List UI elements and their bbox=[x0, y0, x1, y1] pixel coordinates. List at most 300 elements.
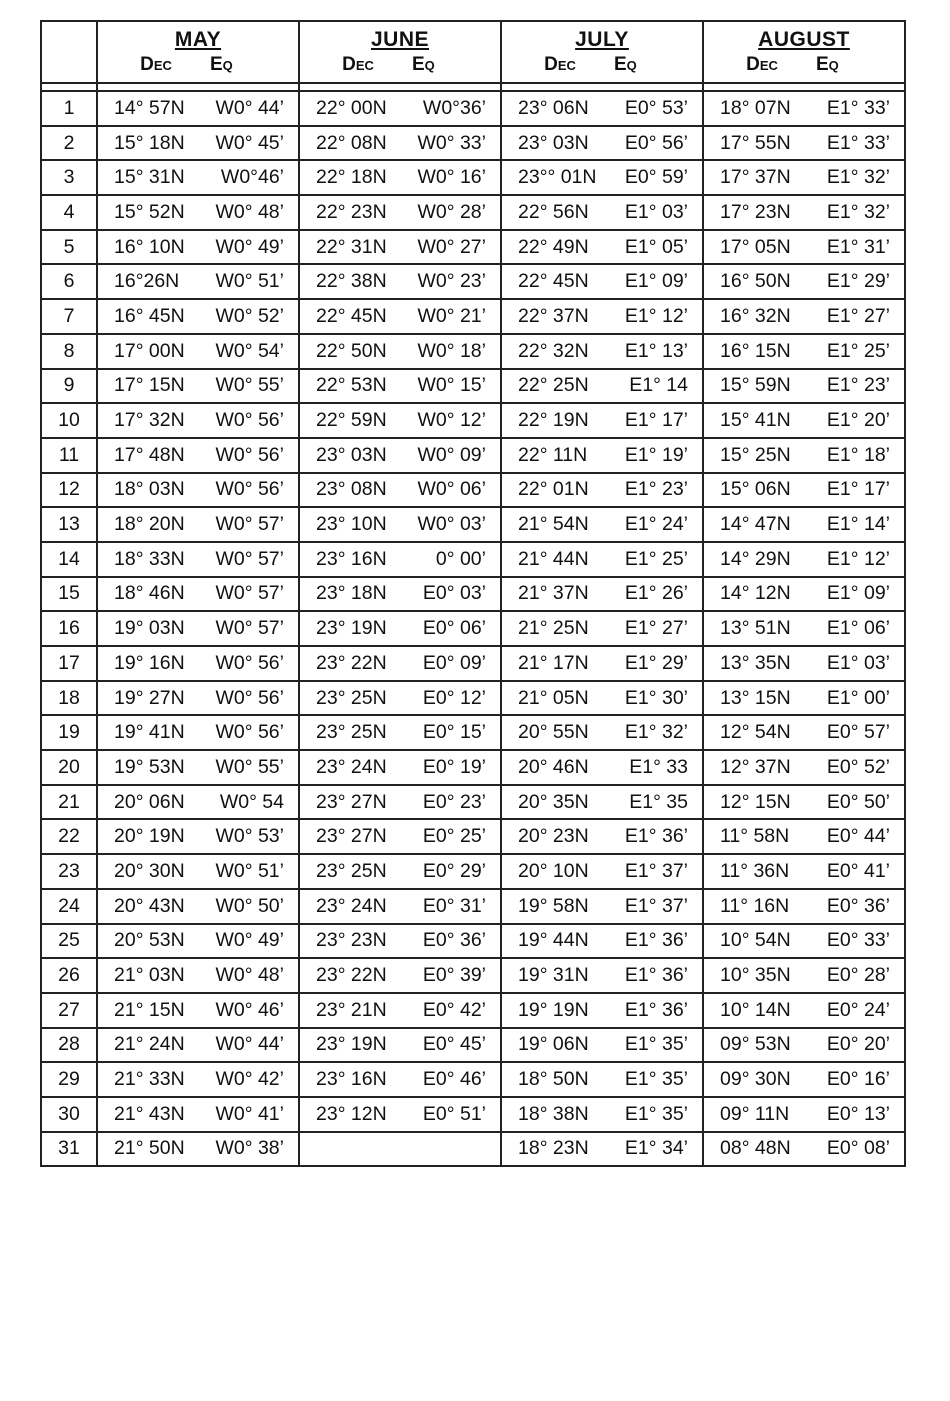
table-row bbox=[41, 507, 905, 542]
month-cell bbox=[299, 750, 501, 785]
month-cell bbox=[299, 542, 501, 577]
month-cell bbox=[97, 126, 299, 161]
table-row bbox=[41, 1132, 905, 1167]
equation-of-time-value: E1° 27’ bbox=[826, 304, 890, 327]
equation-of-time-value: E1° 27’ bbox=[624, 617, 688, 640]
equation-of-time-value: W0° 56’ bbox=[215, 443, 284, 466]
declination-value: 20° 55N bbox=[518, 721, 589, 744]
declination-value: 15° 06N bbox=[720, 478, 791, 501]
declination-value: 15° 52N bbox=[114, 200, 185, 223]
equation-of-time-value: E0° 33’ bbox=[826, 929, 890, 952]
equation-of-time-value: E0° 20’ bbox=[826, 1033, 890, 1056]
declination-value: 20° 43N bbox=[114, 894, 185, 917]
declination-value: 17° 37N bbox=[720, 166, 791, 189]
declination-value: 16°26N bbox=[114, 270, 180, 293]
equation-of-time-value: W0° 42’ bbox=[215, 1068, 284, 1091]
dec-label: Dec bbox=[544, 54, 576, 75]
equation-of-time-value: E1° 37’ bbox=[624, 859, 688, 882]
month-cell bbox=[97, 924, 299, 959]
month-cell bbox=[97, 646, 299, 681]
declination-value: 17° 48N bbox=[114, 443, 185, 466]
equation-of-time-value: E0° 56’ bbox=[624, 131, 688, 154]
equation-of-time-value: E1° 29’ bbox=[624, 651, 688, 674]
month-cell bbox=[97, 715, 299, 750]
table-row bbox=[41, 1028, 905, 1063]
declination-value: 17° 55N bbox=[720, 131, 791, 154]
month-cell bbox=[703, 924, 905, 959]
equation-of-time-value: E0° 39’ bbox=[422, 964, 486, 987]
day-number: 16 bbox=[41, 611, 97, 646]
declination-value: 09° 11N bbox=[720, 1102, 790, 1125]
equation-of-time-value: E0° 28’ bbox=[826, 964, 890, 987]
equation-of-time-value: E1° 31’ bbox=[826, 235, 890, 258]
month-cell bbox=[501, 577, 703, 612]
equation-of-time-value: W0° 57’ bbox=[215, 582, 284, 605]
month-cell bbox=[299, 1097, 501, 1132]
month-header-june bbox=[299, 21, 501, 83]
declination-value: 22° 19N bbox=[518, 409, 589, 432]
declination-value: 13° 35N bbox=[720, 651, 791, 674]
equation-of-time-value: 0° 00’ bbox=[435, 547, 486, 570]
equation-of-time-value: W0° 57’ bbox=[215, 617, 284, 640]
month-cell bbox=[703, 334, 905, 369]
declination-value: 19° 41N bbox=[114, 721, 185, 744]
eq-label: Eq bbox=[210, 54, 233, 75]
day-number: 23 bbox=[41, 854, 97, 889]
equation-of-time-value: E1° 30’ bbox=[624, 686, 688, 709]
declination-value: 20° 06N bbox=[114, 790, 185, 813]
declination-value: 14° 12N bbox=[720, 582, 791, 605]
month-cell bbox=[703, 958, 905, 993]
declination-value: 22° 08N bbox=[316, 131, 387, 154]
declination-value: 22° 01N bbox=[518, 478, 589, 501]
month-cell bbox=[501, 1028, 703, 1063]
day-number: 13 bbox=[41, 507, 97, 542]
declination-value: 21° 44N bbox=[518, 547, 589, 570]
equation-of-time-value: E1° 00’ bbox=[826, 686, 890, 709]
declination-value: 20° 19N bbox=[114, 825, 185, 848]
declination-value: 21° 50N bbox=[114, 1137, 185, 1160]
declination-value: 15° 18N bbox=[114, 131, 185, 154]
month-cell bbox=[703, 473, 905, 508]
month-cell bbox=[299, 91, 501, 126]
declination-value: 23° 19N bbox=[316, 1033, 387, 1056]
month-cell bbox=[501, 438, 703, 473]
equation-of-time-value: W0°46’ bbox=[220, 166, 284, 189]
declination-value: 11° 36N bbox=[720, 859, 790, 882]
declination-value: 23° 19N bbox=[316, 617, 387, 640]
declination-value: 18° 03N bbox=[114, 478, 185, 501]
month-cell bbox=[299, 993, 501, 1028]
table-row bbox=[41, 438, 905, 473]
month-cell bbox=[97, 91, 299, 126]
declination-value: 17° 32N bbox=[114, 409, 185, 432]
month-cell bbox=[501, 715, 703, 750]
day-number: 24 bbox=[41, 889, 97, 924]
equation-of-time-value: W0° 28’ bbox=[417, 200, 486, 223]
month-cell bbox=[97, 577, 299, 612]
month-cell bbox=[299, 126, 501, 161]
declination-value: 23° 12N bbox=[316, 1102, 387, 1125]
month-cell bbox=[501, 1132, 703, 1167]
day-number: 27 bbox=[41, 993, 97, 1028]
declination-value: 21° 54N bbox=[518, 513, 589, 536]
month-cell bbox=[299, 473, 501, 508]
month-cell bbox=[703, 542, 905, 577]
month-cell bbox=[703, 1028, 905, 1063]
equation-of-time-value: E0° 23’ bbox=[422, 790, 486, 813]
declination-value: 18° 07N bbox=[720, 96, 791, 119]
equation-of-time-value: E1° 12’ bbox=[826, 547, 890, 570]
month-cell bbox=[703, 889, 905, 924]
declination-value: 23° 22N bbox=[316, 651, 387, 674]
table-row bbox=[41, 403, 905, 438]
declination-value: 23°° 01N bbox=[518, 166, 597, 189]
month-header-august bbox=[703, 21, 905, 83]
equation-of-time-value: W0° 56’ bbox=[215, 686, 284, 709]
table-row bbox=[41, 230, 905, 265]
declination-value: 21° 17N bbox=[518, 651, 589, 674]
month-cell bbox=[703, 577, 905, 612]
declination-value: 14° 47N bbox=[720, 513, 791, 536]
equation-of-time-value: W0° 51’ bbox=[215, 859, 284, 882]
declination-value: 22° 49N bbox=[518, 235, 589, 258]
declination-value: 22° 38N bbox=[316, 270, 387, 293]
equation-of-time-value: W0° 44’ bbox=[215, 1033, 284, 1056]
day-number: 31 bbox=[41, 1132, 97, 1167]
declination-value: 23° 25N bbox=[316, 721, 387, 744]
equation-of-time-value: E0° 25’ bbox=[422, 825, 486, 848]
declination-value: 19° 44N bbox=[518, 929, 589, 952]
equation-of-time-value: E1° 36’ bbox=[624, 964, 688, 987]
month-header-july bbox=[501, 21, 703, 83]
equation-of-time-value: E1° 37’ bbox=[624, 894, 688, 917]
declination-value: 22° 23N bbox=[316, 200, 387, 223]
month-cell bbox=[299, 264, 501, 299]
equation-of-time-value: E1° 03’ bbox=[826, 651, 890, 674]
declination-value: 23° 23N bbox=[316, 929, 387, 952]
month-cell bbox=[501, 611, 703, 646]
equation-of-time-value: W0° 12’ bbox=[417, 409, 486, 432]
equation-of-time-value: W0° 52’ bbox=[215, 304, 284, 327]
declination-value: 21° 33N bbox=[114, 1068, 185, 1091]
equation-of-time-value: E0° 42’ bbox=[422, 998, 486, 1021]
table-row bbox=[41, 91, 905, 126]
declination-value: 17° 23N bbox=[720, 200, 791, 223]
equation-of-time-value: E0° 45’ bbox=[422, 1033, 486, 1056]
declination-value: 09° 53N bbox=[720, 1033, 791, 1056]
equation-of-time-value: W0° 38’ bbox=[215, 1137, 284, 1160]
month-cell bbox=[97, 473, 299, 508]
day-number: 11 bbox=[41, 438, 97, 473]
declination-value: 13° 51N bbox=[720, 617, 791, 640]
equation-of-time-value: E1° 36’ bbox=[624, 825, 688, 848]
month-cell bbox=[703, 299, 905, 334]
month-cell bbox=[299, 819, 501, 854]
header-gap-row bbox=[41, 83, 905, 91]
declination-value: 14° 57N bbox=[114, 96, 185, 119]
month-cell bbox=[703, 611, 905, 646]
month-cell bbox=[97, 750, 299, 785]
month-name: AUGUST bbox=[758, 28, 850, 51]
month-cell bbox=[501, 889, 703, 924]
table-row bbox=[41, 1062, 905, 1097]
month-cell bbox=[501, 646, 703, 681]
declination-value: 10° 54N bbox=[720, 929, 791, 952]
equation-of-time-value: W0° 57’ bbox=[215, 547, 284, 570]
equation-of-time-value: E0° 31’ bbox=[422, 894, 486, 917]
declination-value: 18° 46N bbox=[114, 582, 185, 605]
equation-of-time-value: E1° 03’ bbox=[624, 200, 688, 223]
declination-value: 23° 16N bbox=[316, 547, 387, 570]
equation-of-time-value: W0° 15’ bbox=[417, 374, 486, 397]
equation-of-time-value: W0° 23’ bbox=[417, 270, 486, 293]
declination-value: 23° 06N bbox=[518, 96, 589, 119]
month-cell bbox=[299, 611, 501, 646]
table-row bbox=[41, 369, 905, 404]
equation-of-time-value: E1° 17’ bbox=[826, 478, 890, 501]
declination-value: 12° 15N bbox=[720, 790, 791, 813]
equation-of-time-value: E0° 44’ bbox=[826, 825, 890, 848]
equation-of-time-value: E0° 15’ bbox=[422, 721, 486, 744]
declination-value: 22° 59N bbox=[316, 409, 387, 432]
table-row bbox=[41, 785, 905, 820]
equation-of-time-value: E1° 36’ bbox=[624, 998, 688, 1021]
month-cell bbox=[97, 299, 299, 334]
table-row bbox=[41, 126, 905, 161]
equation-of-time-value: W0° 03’ bbox=[417, 513, 486, 536]
equation-of-time-value: E1° 33’ bbox=[826, 96, 890, 119]
day-number: 18 bbox=[41, 681, 97, 716]
month-cell bbox=[299, 577, 501, 612]
equation-of-time-value: W0° 54 bbox=[219, 790, 284, 813]
declination-value: 22° 00N bbox=[316, 96, 387, 119]
month-cell bbox=[97, 1097, 299, 1132]
month-cell bbox=[97, 611, 299, 646]
declination-value: 23° 18N bbox=[316, 582, 387, 605]
declination-value: 15° 25N bbox=[720, 443, 791, 466]
equation-of-time-value: E1° 35 bbox=[629, 790, 688, 813]
declination-value: 21° 24N bbox=[114, 1033, 185, 1056]
month-cell bbox=[501, 264, 703, 299]
eq-label: Eq bbox=[816, 54, 839, 75]
equation-of-time-value: W0° 09’ bbox=[417, 443, 486, 466]
declination-value: 23° 22N bbox=[316, 964, 387, 987]
equation-of-time-value: W0° 51’ bbox=[215, 270, 284, 293]
equation-of-time-value: E1° 17’ bbox=[624, 409, 688, 432]
table-row bbox=[41, 819, 905, 854]
day-number: 3 bbox=[41, 160, 97, 195]
month-cell bbox=[501, 334, 703, 369]
day-number: 25 bbox=[41, 924, 97, 959]
declination-value: 18° 33N bbox=[114, 547, 185, 570]
declination-value: 19° 27N bbox=[114, 686, 185, 709]
equation-of-time-value: E0° 24’ bbox=[826, 998, 890, 1021]
month-cell bbox=[501, 299, 703, 334]
equation-of-time-value: E0° 46’ bbox=[422, 1068, 486, 1091]
month-cell bbox=[299, 438, 501, 473]
equation-of-time-value: E0° 36’ bbox=[826, 894, 890, 917]
equation-of-time-value: E1° 14 bbox=[629, 374, 688, 397]
declination-value: 18° 50N bbox=[518, 1068, 589, 1091]
equation-of-time-value: E1° 35’ bbox=[624, 1033, 688, 1056]
equation-of-time-value: W0° 45’ bbox=[215, 131, 284, 154]
month-cell bbox=[97, 1132, 299, 1167]
equation-of-time-value: E1° 20’ bbox=[826, 409, 890, 432]
month-cell bbox=[703, 993, 905, 1028]
day-number: 12 bbox=[41, 473, 97, 508]
declination-value: 22° 32N bbox=[518, 339, 589, 362]
month-cell bbox=[501, 403, 703, 438]
month-cell bbox=[299, 1132, 501, 1167]
month-cell bbox=[299, 1028, 501, 1063]
declination-value: 23° 21N bbox=[316, 998, 387, 1021]
equation-of-time-value: E1° 14’ bbox=[826, 513, 890, 536]
declination-value: 22° 31N bbox=[316, 235, 387, 258]
declination-value: 22° 25N bbox=[518, 374, 589, 397]
equation-of-time-value: E1° 18’ bbox=[826, 443, 890, 466]
declination-value: 22° 11N bbox=[518, 443, 588, 466]
month-cell bbox=[97, 819, 299, 854]
equation-of-time-value: W0° 21’ bbox=[417, 304, 486, 327]
declination-value: 23° 27N bbox=[316, 825, 387, 848]
declination-equation-table bbox=[40, 20, 906, 1167]
month-cell bbox=[703, 750, 905, 785]
dec-label: Dec bbox=[140, 54, 172, 75]
month-cell bbox=[299, 403, 501, 438]
table-row bbox=[41, 611, 905, 646]
equation-of-time-value: E1° 35’ bbox=[624, 1068, 688, 1091]
declination-value: 19° 06N bbox=[518, 1033, 589, 1056]
month-cell bbox=[501, 507, 703, 542]
month-cell bbox=[703, 264, 905, 299]
day-number: 1 bbox=[41, 91, 97, 126]
month-cell bbox=[97, 854, 299, 889]
declination-value: 21° 15N bbox=[114, 998, 185, 1021]
declination-value: 21° 37N bbox=[518, 582, 589, 605]
equation-of-time-value: E1° 34’ bbox=[624, 1137, 688, 1160]
equation-of-time-value: W0° 49’ bbox=[215, 929, 284, 952]
declination-value: 22° 18N bbox=[316, 166, 387, 189]
equation-of-time-value: E1° 05’ bbox=[624, 235, 688, 258]
equation-of-time-value: E1° 36’ bbox=[624, 929, 688, 952]
equation-of-time-value: E1° 23’ bbox=[826, 374, 890, 397]
equation-of-time-value: W0° 49’ bbox=[215, 235, 284, 258]
equation-of-time-value: W0° 46’ bbox=[215, 998, 284, 1021]
month-name: JUNE bbox=[370, 28, 430, 51]
month-cell bbox=[299, 1062, 501, 1097]
declination-value: 16° 32N bbox=[720, 304, 791, 327]
declination-value: 12° 37N bbox=[720, 755, 791, 778]
month-cell bbox=[703, 230, 905, 265]
eq-label: Eq bbox=[412, 54, 435, 75]
equation-of-time-value: E1° 33 bbox=[629, 755, 688, 778]
declination-value: 23° 03N bbox=[518, 131, 589, 154]
month-cell bbox=[97, 369, 299, 404]
month-cell bbox=[299, 160, 501, 195]
equation-of-time-value: W0° 18’ bbox=[417, 339, 486, 362]
month-cell bbox=[299, 334, 501, 369]
declination-value: 18° 20N bbox=[114, 513, 185, 536]
equation-of-time-value: E0° 50’ bbox=[826, 790, 890, 813]
declination-value: 13° 15N bbox=[720, 686, 791, 709]
month-cell bbox=[97, 993, 299, 1028]
month-cell bbox=[501, 160, 703, 195]
declination-value: 15° 41N bbox=[720, 409, 791, 432]
declination-value: 20° 53N bbox=[114, 929, 185, 952]
month-cell bbox=[501, 750, 703, 785]
declination-value: 23° 03N bbox=[316, 443, 387, 466]
equation-of-time-value: W0° 06’ bbox=[417, 478, 486, 501]
month-name: JULY bbox=[575, 28, 629, 51]
declination-value: 08° 48N bbox=[720, 1137, 791, 1160]
declination-value: 10° 14N bbox=[720, 998, 791, 1021]
equation-of-time-value: W0° 56’ bbox=[215, 651, 284, 674]
month-cell bbox=[299, 924, 501, 959]
day-number: 14 bbox=[41, 542, 97, 577]
table-row bbox=[41, 473, 905, 508]
declination-value: 19° 19N bbox=[518, 998, 589, 1021]
almanac-sheet bbox=[40, 20, 906, 1167]
equation-of-time-value: W0° 56’ bbox=[215, 409, 284, 432]
equation-of-time-value: E1° 26’ bbox=[624, 582, 688, 605]
table-row bbox=[41, 195, 905, 230]
equation-of-time-value: E0° 09’ bbox=[422, 651, 486, 674]
declination-value: 22° 45N bbox=[316, 304, 387, 327]
month-cell bbox=[97, 438, 299, 473]
day-number: 8 bbox=[41, 334, 97, 369]
month-cell bbox=[97, 334, 299, 369]
equation-of-time-value: W0° 55’ bbox=[215, 755, 284, 778]
day-number: 20 bbox=[41, 750, 97, 785]
table-row bbox=[41, 889, 905, 924]
equation-of-time-value: E1° 25’ bbox=[624, 547, 688, 570]
month-cell bbox=[703, 1097, 905, 1132]
equation-of-time-value: E1° 32’ bbox=[826, 166, 890, 189]
declination-value: 16° 10N bbox=[114, 235, 185, 258]
month-cell bbox=[703, 438, 905, 473]
month-cell bbox=[703, 507, 905, 542]
month-cell bbox=[299, 646, 501, 681]
month-cell bbox=[299, 681, 501, 716]
month-cell bbox=[97, 1062, 299, 1097]
declination-value: 23° 16N bbox=[316, 1068, 387, 1091]
table-row bbox=[41, 924, 905, 959]
equation-of-time-value: E1° 06’ bbox=[826, 617, 890, 640]
equation-of-time-value: W0° 57’ bbox=[215, 513, 284, 536]
equation-of-time-value: W0° 33’ bbox=[417, 131, 486, 154]
day-number: 29 bbox=[41, 1062, 97, 1097]
declination-value: 23° 08N bbox=[316, 478, 387, 501]
declination-value: 23° 24N bbox=[316, 894, 387, 917]
month-cell bbox=[501, 1097, 703, 1132]
equation-of-time-value: E1° 32’ bbox=[826, 200, 890, 223]
equation-of-time-value: E1° 09’ bbox=[624, 270, 688, 293]
declination-value: 23° 27N bbox=[316, 790, 387, 813]
table-row bbox=[41, 646, 905, 681]
day-number: 7 bbox=[41, 299, 97, 334]
table-row bbox=[41, 542, 905, 577]
declination-value: 17° 15N bbox=[114, 374, 185, 397]
declination-value: 23° 10N bbox=[316, 513, 387, 536]
month-cell bbox=[299, 889, 501, 924]
declination-value: 22° 45N bbox=[518, 270, 589, 293]
month-cell bbox=[501, 924, 703, 959]
table-row bbox=[41, 750, 905, 785]
equation-of-time-value: W0° 41’ bbox=[215, 1102, 284, 1125]
declination-value: 23° 25N bbox=[316, 859, 387, 882]
table-row bbox=[41, 854, 905, 889]
